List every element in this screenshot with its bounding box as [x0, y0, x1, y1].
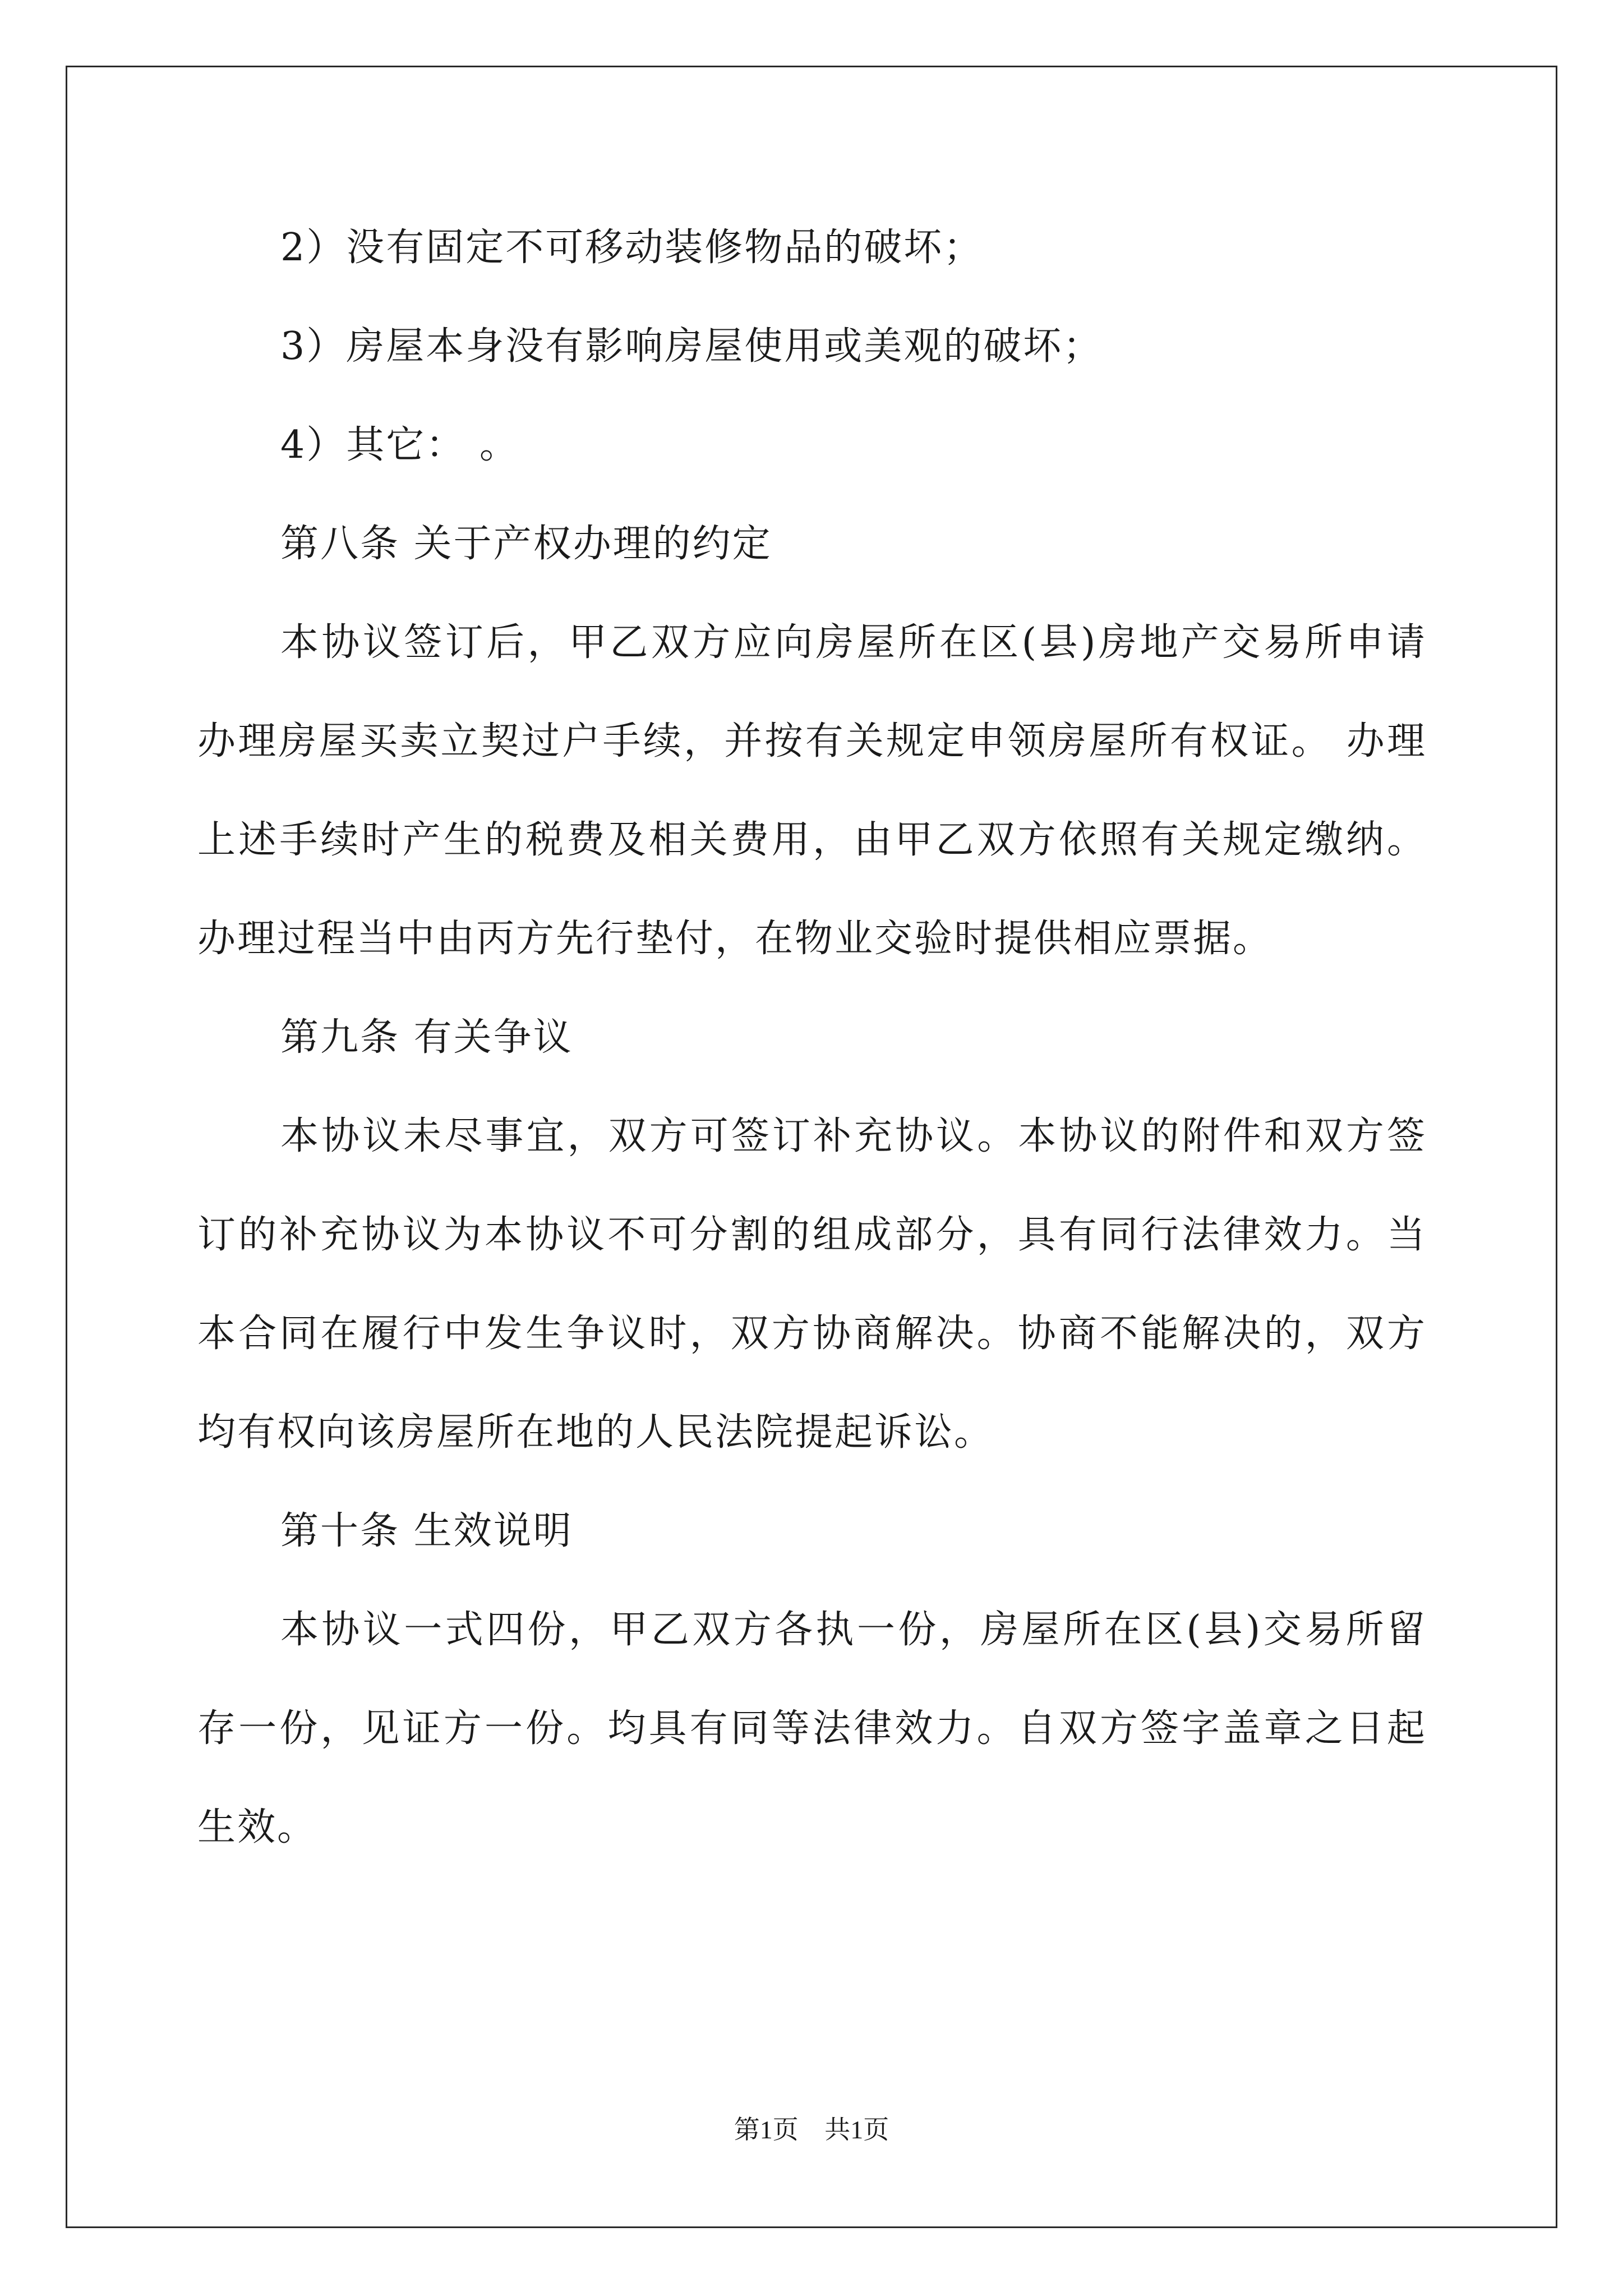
article-9-paragraph-line: 本合同在履行中发生争议时，双方协商解决。协商不能解决的，双方	[197, 1312, 1427, 1356]
article-10-paragraph-line: 存一份，见证方一份。均具有同等法律效力。自双方签字盖章之日起	[197, 1706, 1427, 1751]
list-item-3: 3）房屋本身没有影响房屋使用或美观的破坏；	[280, 324, 1103, 369]
article-10-paragraph-line: 生效。	[197, 1805, 317, 1849]
article-8-heading: 第八条 关于产权办理的约定	[280, 522, 772, 566]
article-9-paragraph-line: 本协议未尽事宜，双方可签订补充协议。本协议的附件和双方签	[280, 1114, 1427, 1158]
article-8-paragraph-line: 办理过程当中由丙方先行垫付，在物业交验时提供相应票据。	[197, 917, 1273, 961]
page-footer	[0, 2109, 1623, 2146]
list-item-4: 4）其它： 。	[280, 423, 519, 467]
article-9-paragraph-line: 均有权向该房屋所在地的人民法院提起诉讼。	[197, 1410, 994, 1455]
list-item-2: 2）没有固定不可移动装修物品的破坏；	[280, 226, 984, 270]
article-9-paragraph-line: 订的补充协议为本协议不可分割的组成部分，具有同行法律效力。当	[197, 1213, 1427, 1257]
article-10-heading: 第十条 生效说明	[280, 1509, 573, 1553]
article-8-paragraph-line: 办理房屋买卖立契过户手续，并按有关规定申领房屋所有权证。 办理	[197, 719, 1427, 763]
article-10-paragraph-line: 本协议一式四份，甲乙双方各执一份，房屋所在区(县)交易所留	[280, 1608, 1427, 1652]
article-9-heading: 第九条 有关争议	[280, 1015, 573, 1060]
article-8-paragraph-line: 本协议签订后，甲乙双方应向房屋所在区(县)房地产交易所申请	[280, 620, 1427, 665]
document-body	[197, 211, 1427, 1890]
article-8-paragraph-line: 上述手续时产生的税费及相关费用，由甲乙双方依照有关规定缴纳。	[197, 818, 1427, 862]
page-number-label: 第1页 共1页	[734, 2115, 889, 2144]
